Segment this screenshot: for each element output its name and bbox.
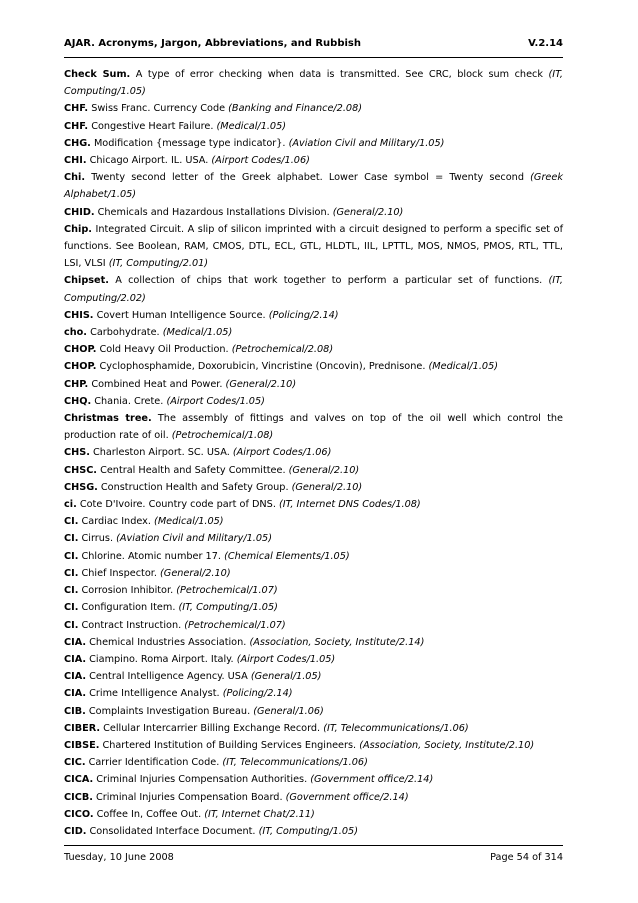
- entry-category: (Policing/2.14): [222, 688, 293, 700]
- glossary-entry: [64, 703, 563, 720]
- glossary-entry: [64, 393, 563, 410]
- entry-definition: Contract Instruction.: [81, 619, 182, 631]
- glossary-entry: [64, 651, 563, 668]
- entry-category: (Medical/1.05): [162, 327, 233, 339]
- entry-definition: A type of error checking when data is transmitted. See CRC, block sum check: [135, 69, 543, 80]
- entry-category: (Petrochemical/1.07): [184, 619, 286, 631]
- entry-definition: Covert Human Intelligence Source.: [96, 309, 266, 321]
- glossary-entry: [64, 444, 563, 461]
- entry-definition: Chemicals and Hazardous Installations Division.: [97, 206, 330, 218]
- entry-category: (IT, Computing/1.05): [258, 825, 358, 837]
- entry-term: CIB.: [64, 705, 86, 717]
- entry-term: CHOP.: [64, 361, 97, 373]
- entry-definition: Chania. Crete.: [94, 395, 164, 407]
- entry-term: CI.: [64, 550, 79, 562]
- entry-category: (IT, Computing/1.05): [178, 602, 278, 614]
- entry-definition: Carrier Identification Code.: [88, 757, 220, 769]
- entry-term: CIA.: [64, 688, 87, 700]
- entry-category: (Association, Society, Institute/2.10): [359, 739, 535, 751]
- glossary-entry: [64, 341, 563, 358]
- entry-definition: Cellular Intercarrier Billing Exchange Record.: [103, 722, 321, 734]
- entry-term: CHSG.: [64, 481, 98, 493]
- entry-definition: Cirrus.: [81, 533, 114, 545]
- glossary-entry: [64, 135, 563, 152]
- entry-term: CHS.: [64, 447, 90, 459]
- entry-term: CIA.: [64, 653, 87, 665]
- entry-category: (Petrochemical/1.08): [171, 430, 274, 442]
- entry-category: (General/2.10): [160, 567, 231, 579]
- entry-term: Christmas tree.: [64, 413, 152, 425]
- entry-term: Check Sum.: [64, 69, 131, 80]
- entry-definition: Criminal Injuries Compensation Board.: [95, 791, 283, 803]
- entry-definition: Carbohydrate.: [90, 327, 160, 339]
- glossary-entry: [64, 754, 563, 771]
- entry-category: (Airport Codes/1.06): [211, 155, 310, 167]
- glossary-entry: [64, 634, 563, 651]
- entry-term: CI.: [64, 619, 79, 631]
- entry-definition: Consolidated Interface Document.: [89, 825, 256, 837]
- entry-definition: Integrated Circuit. A slip of silicon imprinted with a circuit designed to perform a specific set of functions. See Boolean, RAM, CMOS, DTL, ECL, GTL, HLDTL, IIL, LPTTL, MOS, NMOS, PMOS, RTL, TTL, LSI, VLSI: [64, 223, 563, 270]
- entry-definition: Cote D'Ivoire. Country code part of DNS.: [79, 499, 276, 511]
- entry-category: (Medical/1.05): [154, 516, 224, 528]
- footer-rule: [64, 845, 563, 846]
- entry-term: CI.: [64, 533, 79, 545]
- entry-term: CIBSE.: [64, 739, 100, 751]
- entry-term: cho.: [64, 327, 87, 339]
- glossary-entry: [64, 204, 563, 221]
- entry-category: (Medical/1.05): [216, 120, 287, 132]
- glossary-entry: [64, 823, 563, 840]
- entry-category: (IT, Computing/2.02): [64, 275, 563, 304]
- entry-category: (Banking and Finance/2.08): [228, 103, 363, 115]
- entry-term: CIBER.: [64, 722, 101, 734]
- glossary-entry: [64, 737, 563, 754]
- entry-category: (General/2.10): [288, 464, 360, 476]
- entry-category: (IT, Telecommunications/1.06): [323, 722, 469, 734]
- glossary-entry: [64, 410, 563, 444]
- entry-term: CID.: [64, 825, 87, 837]
- glossary-entry: [64, 152, 563, 169]
- glossary-entry: [64, 462, 563, 479]
- entry-term: CI.: [64, 567, 79, 579]
- entry-term: CHP.: [64, 378, 89, 390]
- entry-term: Chipset.: [64, 275, 109, 287]
- entry-category: (IT, Computing/1.05): [64, 69, 563, 98]
- glossary-entry: [64, 496, 563, 513]
- entry-category: (General/1.05): [250, 671, 322, 683]
- entry-definition: Congestive Heart Failure.: [91, 120, 214, 132]
- entry-category: (Aviation Civil and Military/1.05): [288, 137, 445, 149]
- entry-category: (General/1.06): [253, 705, 324, 717]
- entry-definition: Twenty second letter of the Greek alphabet. Lower Case symbol = Twenty second: [91, 172, 524, 184]
- entry-definition: Modification {message type indicator}.: [93, 137, 286, 149]
- entry-definition: Cardiac Index.: [81, 516, 151, 528]
- entry-category: (Airport Codes/1.05): [166, 395, 265, 407]
- entry-category: (Petrochemical/1.07): [176, 585, 278, 597]
- page-number: Page 54 of 314: [490, 852, 563, 863]
- entry-definition: Chicago Airport. IL. USA.: [89, 155, 209, 167]
- glossary-entry: [64, 376, 563, 393]
- entry-category: (Airport Codes/1.06): [232, 447, 332, 459]
- page-footer: [64, 852, 563, 863]
- glossary-entry: [64, 272, 563, 306]
- entry-definition: Swiss Franc. Currency Code: [91, 103, 226, 115]
- entry-term: CICB.: [64, 791, 93, 803]
- entry-category: (Medical/1.05): [428, 361, 499, 373]
- entry-definition: Combined Heat and Power.: [91, 378, 223, 390]
- entry-term: CHI.: [64, 155, 87, 167]
- entry-definition: Construction Health and Safety Group.: [100, 481, 289, 493]
- entry-term: CHG.: [64, 137, 91, 149]
- glossary-entry: [64, 771, 563, 788]
- entry-category: (IT, Telecommunications/1.06): [222, 757, 368, 769]
- glossary-entry: [64, 668, 563, 685]
- entry-definition: Charleston Airport. SC. USA.: [92, 447, 230, 459]
- entry-category: (Greek Alphabet/1.05): [64, 172, 563, 201]
- entry-definition: Coffee In, Coffee Out.: [96, 808, 202, 820]
- entry-term: CIA.: [64, 671, 87, 683]
- glossary-entry: [64, 513, 563, 530]
- entry-category: (Association, Society, Institute/2.14): [249, 636, 425, 648]
- entry-definition: Cyclophosphamide, Doxorubicin, Vincristine (Oncovin), Prednisone.: [99, 361, 426, 373]
- entry-definition: Configuration Item.: [81, 602, 176, 614]
- entry-category: (IT, Internet Chat/2.11): [204, 808, 315, 820]
- entry-category: (General/2.10): [291, 481, 363, 493]
- glossary-entry: [64, 530, 563, 547]
- glossary-entry: [64, 358, 563, 375]
- entry-category: (General/2.10): [225, 378, 297, 390]
- glossary-entry: [64, 548, 563, 565]
- glossary-entry: [64, 307, 563, 324]
- entry-term: CHSC.: [64, 464, 97, 476]
- glossary-entry: [64, 66, 563, 100]
- document-title: AJAR. Acronyms, Jargon, Abbreviations, and Rubbish: [64, 38, 361, 49]
- entry-term: CHIS.: [64, 309, 94, 321]
- entry-definition: Crime Intelligence Analyst.: [89, 688, 220, 700]
- entry-category: (General/2.10): [332, 206, 404, 218]
- entry-definition: Chemical Industries Association.: [89, 636, 247, 648]
- entry-term: Chip.: [64, 223, 92, 235]
- entry-category: (Government office/2.14): [310, 774, 434, 786]
- entry-term: CICO.: [64, 808, 94, 820]
- entry-definition: Central Intelligence Agency. USA: [89, 671, 248, 683]
- document-version: V.2.14: [528, 38, 563, 49]
- glossary-entry: [64, 221, 563, 273]
- entry-category: (IT, Computing/2.01): [108, 258, 209, 270]
- entry-category: (IT, Internet DNS Codes/1.08): [279, 499, 421, 511]
- entry-term: CHQ.: [64, 395, 92, 407]
- entry-term: CI.: [64, 602, 79, 614]
- entry-definition: Criminal Injuries Compensation Authorities.: [96, 774, 308, 786]
- glossary-entries: [64, 66, 563, 840]
- glossary-entry: [64, 720, 563, 737]
- entry-category: (Chemical Elements/1.05): [224, 550, 350, 562]
- entry-definition: Ciampino. Roma Airport. Italy.: [89, 653, 234, 665]
- entry-definition: Complaints Investigation Bureau.: [88, 705, 251, 717]
- entry-term: CI.: [64, 516, 79, 528]
- page-header: [64, 38, 563, 52]
- header-rule: [64, 57, 563, 58]
- entry-term: Chi.: [64, 172, 86, 184]
- entry-term: CHF.: [64, 103, 89, 115]
- glossary-entry: [64, 324, 563, 341]
- entry-category: (Petrochemical/2.08): [231, 344, 334, 356]
- entry-category: (Policing/2.14): [268, 309, 339, 321]
- entry-definition: Corrosion Inhibitor.: [81, 585, 174, 597]
- entry-term: CHOP.: [64, 344, 97, 356]
- glossary-entry: [64, 806, 563, 823]
- footer-date: Tuesday, 10 June 2008: [64, 852, 174, 863]
- entry-definition: Chlorine. Atomic number 17.: [81, 550, 221, 562]
- glossary-entry: [64, 479, 563, 496]
- entry-term: CIA.: [64, 636, 87, 648]
- entry-category: (Airport Codes/1.05): [236, 653, 336, 665]
- entry-definition: Central Health and Safety Committee.: [100, 464, 286, 476]
- entry-definition: A collection of chips that work together to perform a particular set of functions.: [115, 275, 543, 287]
- entry-definition: Chartered Institution of Building Services Engineers.: [102, 739, 357, 751]
- entry-term: ci.: [64, 499, 77, 511]
- entry-term: CIC.: [64, 757, 86, 769]
- entry-definition: Cold Heavy Oil Production.: [99, 344, 229, 356]
- glossary-entry: [64, 685, 563, 702]
- glossary-entry: [64, 599, 563, 616]
- entry-definition: Chief Inspector.: [81, 567, 157, 579]
- entry-category: (Aviation Civil and Military/1.05): [116, 533, 272, 545]
- glossary-entry: [64, 565, 563, 582]
- entry-term: CHID.: [64, 206, 95, 218]
- entry-term: CHF.: [64, 120, 89, 132]
- entry-definition: The assembly of fittings and valves on top of the oil well which control the production rate of oil.: [64, 413, 563, 442]
- glossary-entry: [64, 617, 563, 634]
- glossary-entry: [64, 118, 563, 135]
- entry-category: (Government office/2.14): [285, 791, 409, 803]
- entry-term: CICA.: [64, 774, 94, 786]
- entry-term: CI.: [64, 585, 79, 597]
- glossary-entry: [64, 582, 563, 599]
- glossary-entry: [64, 789, 563, 806]
- glossary-entry: [64, 100, 563, 117]
- glossary-entry: [64, 169, 563, 203]
